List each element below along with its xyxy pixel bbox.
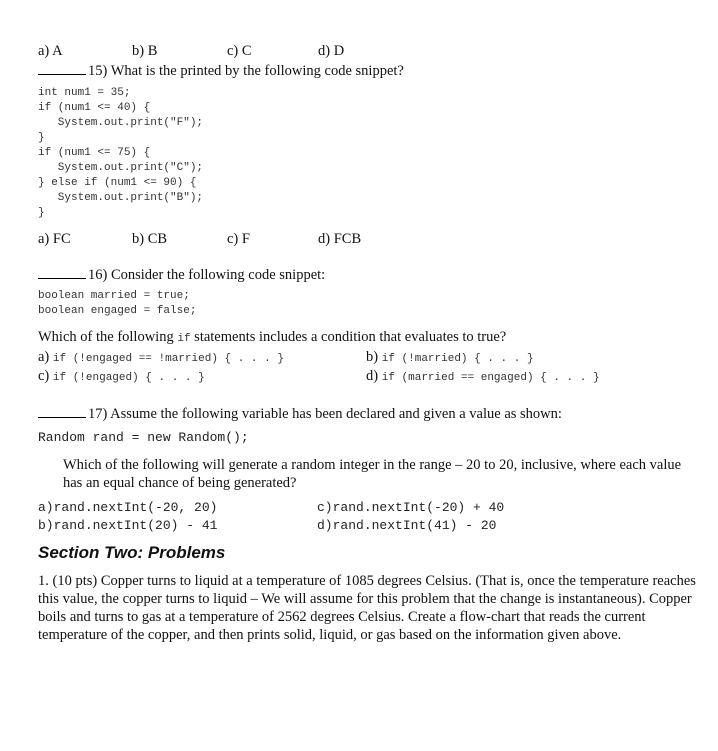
q16-prompt: Which of the following if statements includes a condition that evaluates to true?: [38, 329, 507, 345]
q17-choice-c: c)rand.nextInt(-20) + 40: [317, 500, 505, 515]
q15-choice-b: b) CB: [132, 231, 168, 247]
code-line: }: [38, 132, 45, 144]
answer-blank[interactable]: [38, 405, 86, 418]
code-line: if (num1 <= 75) {: [38, 147, 151, 159]
q15-question: 15) What is the printed by the following code snippet?: [38, 62, 404, 80]
q17-choice-b: b)rand.nextInt(20) - 41: [38, 518, 218, 533]
code-line: boolean engaged = false;: [38, 305, 197, 317]
q16-question: 16) Consider the following code snippet:: [38, 266, 325, 284]
q15-choice-c: c) F: [227, 231, 250, 247]
q16-choice-d: d) if (married == engaged) { . . . }: [366, 368, 600, 384]
q17-choice-d: d)rand.nextInt(41) - 20: [317, 518, 497, 533]
code-line: System.out.print("B");: [38, 192, 204, 204]
q17-code: Random rand = new Random();: [38, 430, 249, 445]
q14-choice-a: a) A: [38, 43, 63, 59]
q14-choice-b: b) B: [132, 43, 158, 59]
code-line: int num1 = 35;: [38, 87, 131, 99]
code-line: if (num1 <= 40) {: [38, 102, 151, 114]
problem-1-text: 1. (10 pts) Copper turns to liquid at a temperature of 1085 degrees Celsius. (That is, once the temperature reaches this value, the copper turns to liquid – We will assume for this problem that the change is instantaneous). Copper boils and turns to gas at a temperature of 2562 degrees Celsius. Create a flow-chart that reads the current temperature of the copper, and then prints solid, liquid, or gas based on the information given above.: [38, 573, 696, 643]
q15-choice-a: a) FC: [38, 231, 71, 247]
q17-prompt: Which of the following will generate a random integer in the range – 20 to 20, inclusive, where each value has an equal chance of being generated?: [63, 457, 682, 491]
q14-choice-d: d) D: [318, 43, 345, 59]
q16-choice-b: b) if (!married) { . . . }: [366, 349, 534, 365]
q17-question: 17) Assume the following variable has been declared and given a value as shown:: [38, 405, 562, 423]
code-line: System.out.print("C");: [38, 162, 204, 174]
code-line: } else if (num1 <= 90) {: [38, 177, 197, 189]
answer-blank[interactable]: [38, 266, 86, 279]
answer-blank[interactable]: [38, 62, 86, 75]
q15-choice-d: d) FCB: [318, 231, 362, 247]
section-heading: Section Two: Problems: [38, 543, 226, 562]
code-line: boolean married = true;: [38, 290, 190, 302]
q16-choice-c: c) if (!engaged) { . . . }: [38, 368, 205, 384]
q17-choice-a: a)rand.nextInt(-20, 20): [38, 500, 218, 515]
code-line: }: [38, 207, 45, 219]
q14-choice-c: c) C: [227, 43, 252, 59]
code-line: System.out.print("F");: [38, 117, 204, 129]
q16-choice-a: a) if (!engaged == !married) { . . . }: [38, 349, 284, 365]
